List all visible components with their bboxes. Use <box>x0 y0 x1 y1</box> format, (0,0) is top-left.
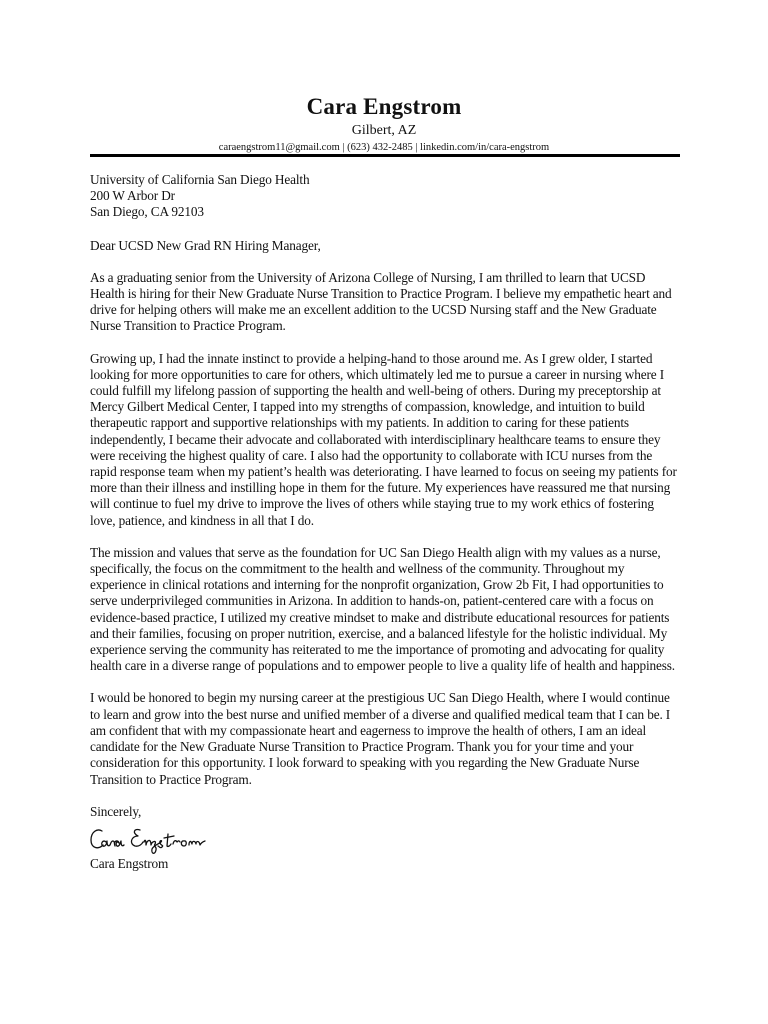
applicant-name: Cara Engstrom <box>306 94 462 119</box>
letter-header <box>0 93 768 154</box>
recipient-city-line: San Diego, CA 92103 <box>90 204 204 220</box>
applicant-contact-line: caraengstrom11@gmail.com | (623) 432-2485 | linkedin.com/in/cara-engstrom <box>218 142 550 153</box>
salutation: Dear UCSD New Grad RN Hiring Manager, <box>90 237 321 253</box>
paragraph-intro: As a graduating senior from the University of Arizona College of Nursing, I am thrilled to learn that UCSD Health is hiring for their New Graduate Nurse Transition to Practice Program. I believe my empathetic heart and drive for helping others will make me an excellent addition to the UCSD Nursing staff and the New Graduate Nurse Transition to Practice Program. <box>90 269 672 334</box>
signed-name: Cara Engstrom <box>90 855 169 871</box>
paragraph-experience: Growing up, I had the innate instinct to provide a helping-hand to those around me. As I grew older, I started looking for more opportunities to care for others, which ultimately led me to pursue a career in nursing where I could fulfill my lifelong passion of supporting the health and well-being of others. During my preceptorship at Mercy Gilbert Medical Center, I tapped into my strengths of compassion, knowledge, and intuition to build therapeutic rapport and supportive relationships with my patients. In addition to caring for these patients independently, I became their advocate and collaborated with interdisciplinary healthcare teams to ensure they were receiving the highest quality of care. I also had the opportunity to collaborate with ICU nurses from the rapid response team when my patient’s health was deteriorating. I have learned to focus on seeing my patients for more than their illness and instilling hope in them for the future. My experiences have reassured me that nursing will continue to fuel my drive to improve the lives of others while staying true to my work ethics of fostering love, patience, and kindness in all that I do. <box>90 350 677 528</box>
recipient-street: 200 W Arbor Dr <box>90 188 175 204</box>
recipient-organization: University of California San Diego Health <box>90 172 310 187</box>
closing: Sincerely, <box>90 803 142 819</box>
applicant-city: Gilbert, AZ <box>351 123 417 138</box>
paragraph-conclusion: I would be honored to begin my nursing career at the prestigious UC San Diego Health, where I would continue to learn and grow into the best nurse and unified member of a diverse and qualified medical team that I can be. I am confident that with my compassionate heart and eagerness to improve the health of others, I am an ideal candidate for the New Graduate Nurse Transition to Practice Program. Thank you for your time and your consideration for this opportunity. I look forward to speaking with you regarding the New Graduate Nurse Transition to Practice Program. <box>90 690 671 787</box>
header-divider <box>90 154 680 157</box>
recipient-address <box>90 172 680 221</box>
paragraph-values: The mission and values that serve as the foundation for UC San Diego Health align with my values as a nurse, specifically, the focus on the commitment to the health and wellness of the community. Throughout my experience in clinical rotations and interning for the nonprofit organization, Grow 2b Fit, I had opportunities to serve underprivileged communities in Arizona. In addition to hands-on, patient-centered care with a focus on evidence-based practice, I utilized my creative mindset to make and distribute educational resources for patients and their families, focusing on proper nutrition, exercise, and a balanced lifestyle for the holistic individual. My experience serving the community has reiterated to me the importance of promoting and advocating for quality health care in a diverse range of populations and to empower people to live a quality life of health and happiness. <box>90 544 675 674</box>
handwritten-signature <box>88 822 218 856</box>
letter-body <box>90 172 680 872</box>
